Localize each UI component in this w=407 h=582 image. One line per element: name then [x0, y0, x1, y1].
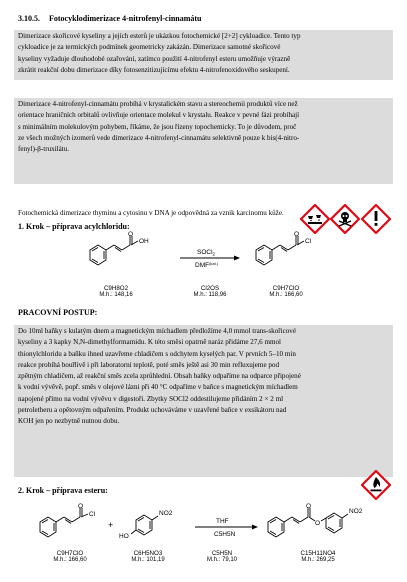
acyl-oxygen-label: O — [78, 503, 84, 510]
step2-arrowhead — [252, 525, 258, 530]
intro-paragraph — [14, 30, 393, 80]
section-heading: Fotocyklodimerizace 4-nitrofenyl-cinnamátu — [49, 14, 202, 23]
procedure-paragraph — [14, 325, 393, 477]
nitrophenol-structure — [131, 515, 158, 535]
procedure-line: reakce probíhá bouřlivě i při laboratorní teplotě, poté směs ještě asi 30 min refluxujeme pod — [18, 360, 280, 369]
chloride-cl-label: Cl — [305, 238, 312, 245]
ester-info — [290, 550, 346, 565]
phenol-ho-label: HO — [119, 533, 129, 540]
acid-mass: M.h.: 148,16 — [99, 292, 133, 299]
procedure-title: PRACOVNÍ POSTUP: — [18, 308, 98, 317]
mechanism-line: s minimálním molekulovým pohybem, říkáme, že jsou řízeny topochemicky. To je důvodem, proč — [18, 122, 297, 131]
reagent-thf: THF — [216, 518, 229, 525]
reagent-pyridine: C5H5N — [214, 531, 236, 538]
phenol-mass: M.h.: 101,19 — [131, 557, 165, 564]
mechanism-line: fenyl)-β-truxilátu. — [18, 145, 70, 154]
ester-carbonyl-label: O — [306, 503, 312, 510]
pyridine-mass: M.h.: 79,10 — [206, 557, 238, 564]
reagent-dmf: $DMF^{(kat.)}$ — [195, 261, 219, 269]
procedure-line: kyseliny a 3 kapky N,N-dimethylformamidu. K této směsi opatrně naráz přidáme 27,6 mmol — [18, 338, 281, 347]
procedure-line: petroletheru a opětovným odpařením. Produkt uchováváme v uzavřené baňce v exsikátoru nad — [18, 406, 287, 415]
step2-title: 2. Krok – příprava esteru: — [18, 486, 108, 495]
step1-title: 1. Krok – příprava acylchloridu: — [18, 222, 130, 231]
acid-formula: C9H8O2 — [103, 285, 129, 292]
mechanism-line: Dimerizace 4-nitrofenyl-cinnamátu probíhá v krystalickém stavu a stereochemii produktů více než — [18, 100, 298, 108]
socl2-mass: M.h.: 118,96 — [193, 292, 227, 299]
phenol-formula: C6H5NO3 — [133, 550, 163, 557]
section-number: 3.10.5. — [18, 14, 40, 23]
mechanism-line: ze všech možných izomerů vede dimerizace 4-nitrofenyl-cinnamátu selektivně pouze k bis(4-nitro- — [18, 133, 300, 142]
chloride-formula: C9H7ClO — [272, 285, 300, 292]
procedure-line: napojené přímo na vodní vývěvu v digestoři. Zbytky SOCl2 oddestilujeme přidáním 2 × 2 ml — [18, 394, 284, 403]
section-title — [18, 14, 202, 23]
ester-mass: M.h.: 269,25 — [301, 557, 335, 564]
acyl-info — [44, 550, 96, 565]
acyl-mass: M.h.: 166,60 — [53, 557, 87, 564]
socl2-formula: Cl2OS — [200, 285, 220, 292]
socl2-info — [186, 285, 234, 300]
acyl-chloride-structure — [40, 508, 88, 537]
procedure-line: Do 10ml baňky s kulatým dnem a magnetickým míchadlem předložíme 4,0 mmol trans-skořicové — [18, 327, 296, 335]
ester-oxygen-label: O — [315, 520, 321, 527]
pyridine-info — [196, 550, 248, 565]
reagent-socl2: SOCl$_2$ — [197, 249, 216, 257]
ester-product-structure — [268, 508, 348, 537]
mechanism-paragraph — [14, 98, 393, 184]
procedure-line: KOH jen po nezbytně nutnou dobu. — [18, 417, 120, 426]
phenol-info — [122, 550, 174, 565]
acyl-formula: C9H7ClO — [56, 550, 84, 557]
pyridine-formula: C5H5N — [211, 550, 233, 557]
acid-info — [92, 285, 140, 300]
procedure-line: thionylchloridu a baňku ihned uzavřeme chladičem s odchytem kyselých par. V prvních 5–10 min — [18, 349, 296, 358]
phenol-no2-label: NO2 — [159, 510, 173, 517]
intro-line: cykloadice je za termických podmínek geometricky zakázán. Dimerizace samotné skořicové — [18, 43, 281, 52]
procedure-line: k vodní vývěvě, popř. směs v olejové lázni při 40 °C odpaříme v baňce s magnetickým míchadlem — [18, 383, 298, 392]
chloride-oxygen-label: O — [294, 231, 300, 238]
cinnamoyl-chloride-structure — [256, 236, 304, 265]
acid-oh-label: OH — [139, 238, 149, 245]
intro-line: kyseliny vyžaduje dlouhodobé ozařování, zatímco použití 4-nitrofenyl esteru umožňuje výrazně — [18, 54, 291, 63]
flammable-hazard-icon — [361, 470, 391, 505]
cinnamic-acid-structure — [90, 236, 138, 265]
step1-arrowhead — [234, 256, 240, 261]
chloride-info — [262, 285, 310, 300]
step1-reaction-scheme — [0, 228, 407, 288]
mechanism-line: orientace hraničních orbitalů ovlivňuje orientace molekul v krystalu. Reakce v pevné fázi probíhají — [18, 111, 300, 120]
acyl-cl-label: Cl — [89, 511, 96, 518]
acid-oxygen-label: O — [128, 231, 134, 238]
ester-formula: C15H11NO4 — [300, 550, 336, 557]
ester-no2-label: NO2 — [349, 508, 363, 515]
step2-reaction-scheme — [0, 502, 407, 550]
photo-note: Fotochemická dimerizace thyminu a cytosinu v DNA je odpovědná za vznik karcinomu kůže. — [18, 209, 284, 217]
plus-sign: + — [108, 520, 114, 530]
chloride-mass: M.h.: 166,60 — [269, 292, 303, 299]
intro-line: zkrátit reakční dobu dimerizace díky fotosenzitizujícímu efektu 4-nitrofenoxidového seskupení. — [18, 65, 290, 74]
intro-line: Dimerizace skořicové kyseliny a jejích esterů je ukázkou fotochemické [2+2] cykloadice. Tento typ — [18, 32, 301, 40]
procedure-line: zpětným chladičem, až reakční směs zcela zprůhlední. Obsah baňky odpaříme na odparce připojené — [18, 372, 301, 381]
